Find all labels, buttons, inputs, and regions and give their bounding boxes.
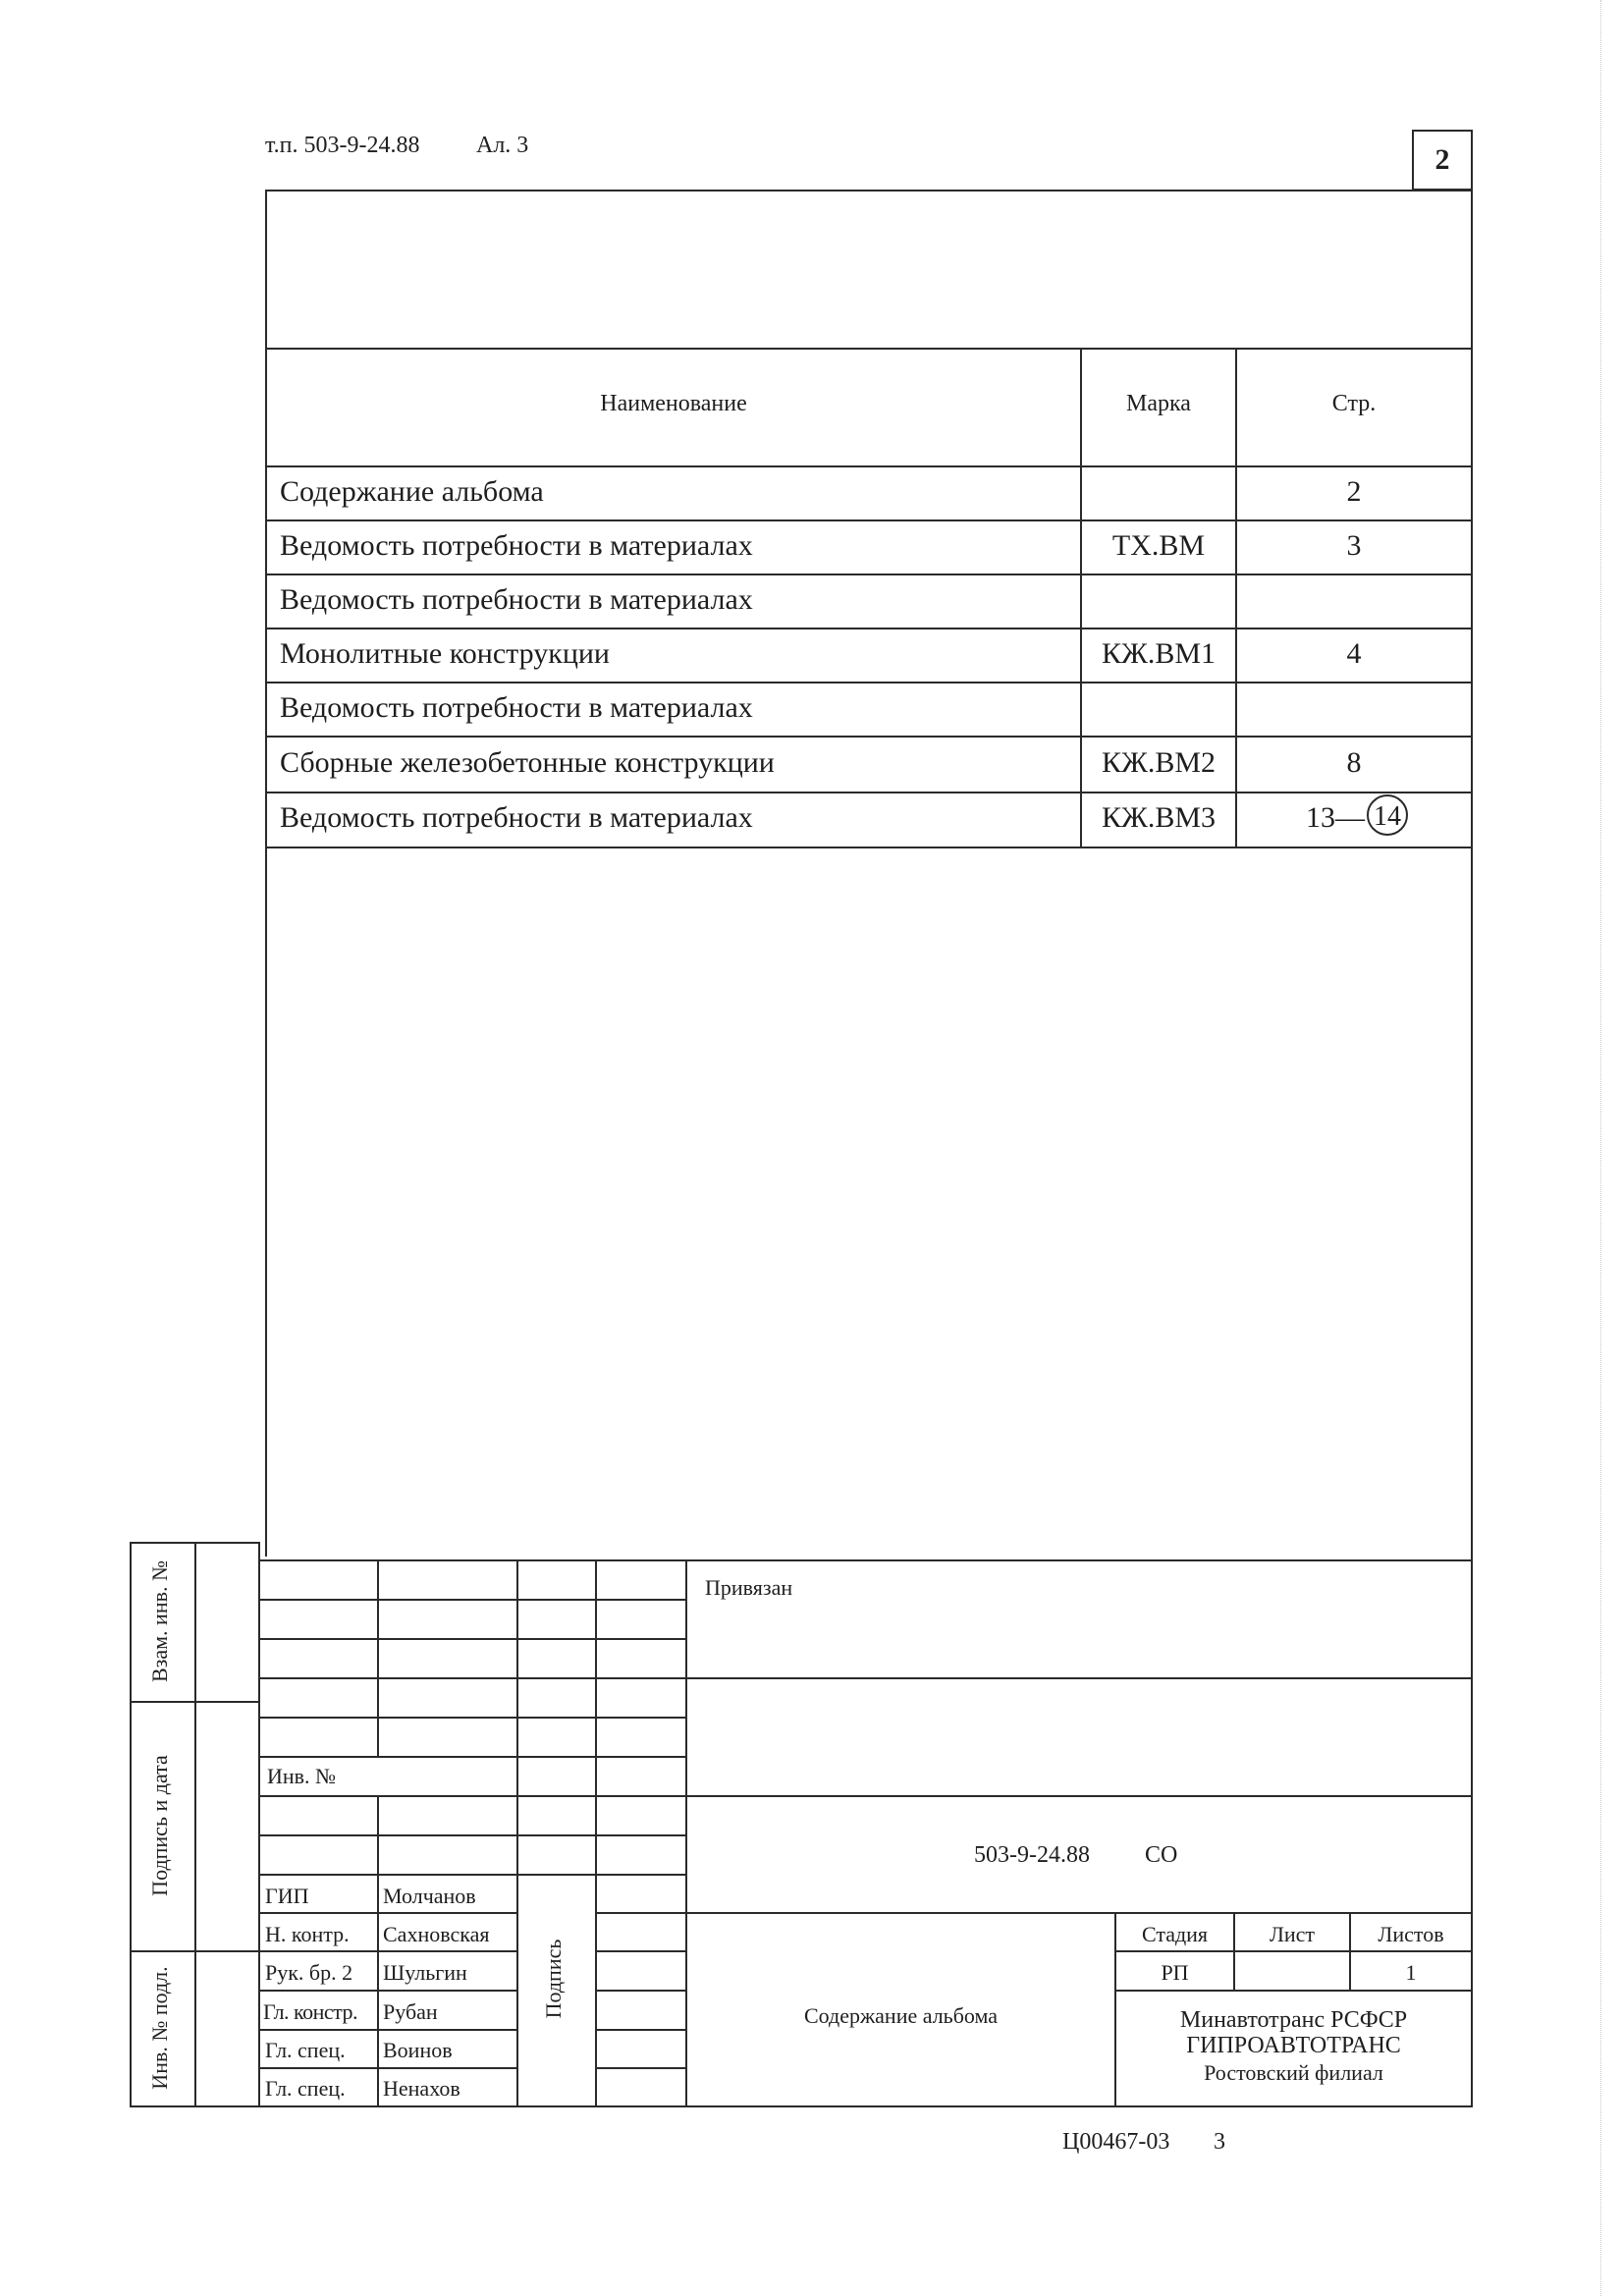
staff-role: Рук. бр. 2	[265, 1960, 353, 1985]
row-mark: КЖ.ВМ2	[1101, 746, 1217, 779]
org-line-1: Минавтотранс РСФСР	[1179, 2007, 1408, 2033]
sheet-number-box	[1412, 130, 1473, 191]
staff-name: Молчанов	[383, 1884, 476, 1908]
side-label-vzam: Взам. инв. №	[147, 1560, 172, 1682]
staff-name: Сахновская	[383, 1922, 490, 1946]
inv-no-label: Инв. №	[267, 1764, 337, 1788]
sheet-label: Лист	[1269, 1922, 1316, 1946]
side-label-inv-podl: Инв. № подл.	[147, 1966, 172, 2090]
stage-label: Стадия	[1141, 1922, 1209, 1946]
scan-edge-line	[1600, 0, 1601, 2296]
signature-column-label: Подпись	[541, 1939, 566, 2019]
staff-role: ГИП	[265, 1884, 309, 1908]
row-name: Ведомость потребности в материалах	[280, 529, 753, 562]
staff-role: Гл. спец.	[265, 2076, 346, 2101]
staff-name: Ненахов	[383, 2076, 460, 2101]
row-page: 8	[1346, 746, 1362, 779]
row-mark: КЖ.ВМ3	[1101, 801, 1217, 834]
staff-name: Шульгин	[383, 1960, 467, 1985]
row-mark: КЖ.ВМ1	[1101, 637, 1217, 670]
header-album: Ал. 3	[476, 133, 529, 158]
document-suffix: СО	[1145, 1842, 1178, 1868]
footer-code: Ц00467-03	[1062, 2129, 1170, 2155]
staff-name: Рубан	[383, 1999, 438, 2024]
row-name: Содержание альбома	[280, 475, 544, 508]
org-line-2: ГИПРОАВТОТРАНС	[1186, 2033, 1401, 2058]
row-name: Сборные железобетонные конструкции	[280, 746, 775, 779]
col-header-mark: Марка	[1126, 391, 1191, 416]
footer-page: 3	[1214, 2129, 1225, 2155]
circled-page-number	[1367, 794, 1408, 836]
document-code: 503-9-24.88	[974, 1842, 1090, 1868]
row-name: Ведомость потребности в материалах	[280, 583, 753, 616]
row-name: Ведомость потребности в материалах	[280, 691, 753, 724]
row-page: 2	[1346, 475, 1362, 508]
stage-value: РП	[1161, 1960, 1189, 1985]
staff-name: Воинов	[383, 2038, 453, 2062]
header-code: т.п. 503-9-24.88	[265, 133, 420, 158]
row-page: 3	[1346, 529, 1362, 562]
sheet-title: Содержание альбома	[803, 2003, 999, 2028]
row-page: 13—	[1306, 801, 1365, 834]
side-label-signature-date: Подпись и дата	[147, 1755, 172, 1896]
org-line-3: Ростовский филиал	[1204, 2060, 1383, 2085]
circled-page-value: 14	[1374, 801, 1401, 832]
staff-role: Н. контр.	[265, 1922, 350, 1946]
row-name: Ведомость потребности в материалах	[280, 801, 753, 834]
staff-role: Гл. спец.	[265, 2038, 346, 2062]
row-mark: ТХ.ВМ	[1111, 529, 1206, 562]
sheet-number: 2	[1434, 143, 1450, 176]
sheets-label: Листов	[1378, 1922, 1444, 1946]
row-page: 4	[1346, 637, 1362, 670]
frame-top	[265, 190, 1473, 191]
col-header-name: Наименование	[600, 391, 747, 416]
sheets-value: 1	[1405, 1960, 1417, 1985]
frame-right	[1471, 130, 1473, 1560]
row-name: Монолитные конструкции	[280, 637, 610, 670]
privyazan-label: Привязан	[705, 1575, 793, 1600]
staff-role: Гл. констр.	[263, 1999, 358, 2024]
col-header-page: Стр.	[1331, 391, 1377, 416]
